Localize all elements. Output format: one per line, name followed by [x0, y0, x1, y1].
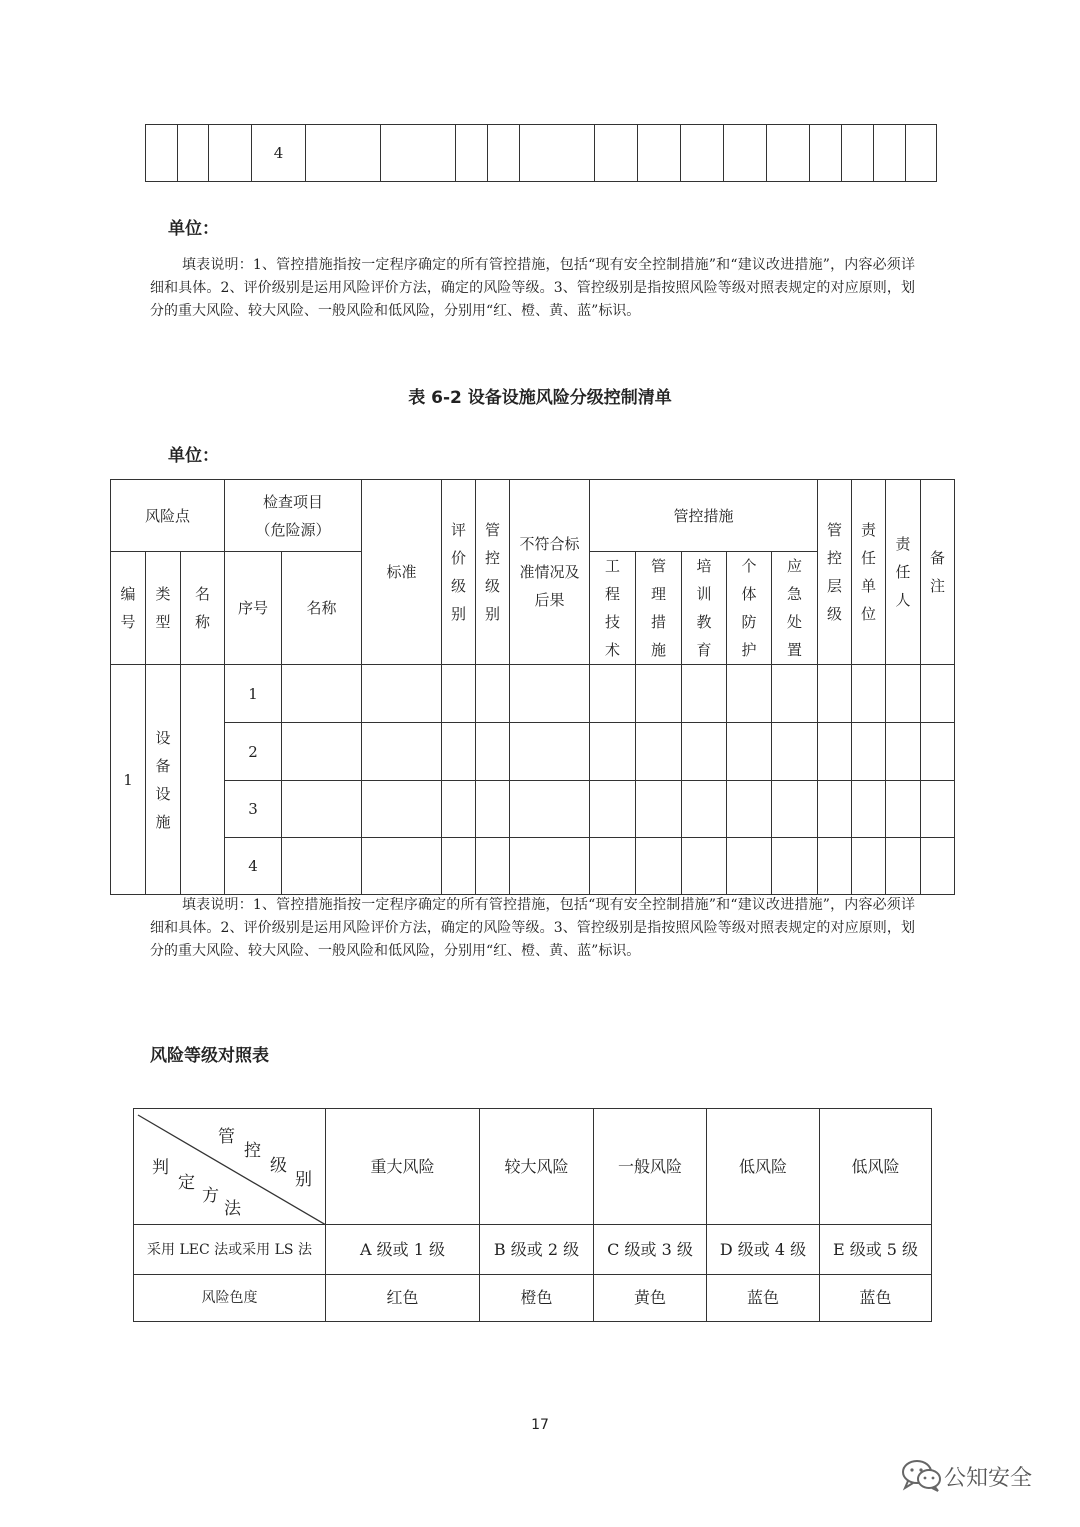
- header-responsible-unit: 责任单位: [852, 480, 886, 665]
- color-cell: 蓝色: [820, 1275, 932, 1322]
- table-row: [111, 781, 955, 838]
- header-control-tier: 管控层级: [818, 480, 852, 665]
- page-number: 17: [531, 1417, 549, 1433]
- header-control-measures: 管控措施: [590, 480, 818, 552]
- color-cell: 蓝色: [707, 1275, 820, 1322]
- level-cell: B 级或 2 级: [480, 1225, 594, 1275]
- level-cell: C 级或 3 级: [594, 1225, 707, 1275]
- table-row: [111, 665, 955, 723]
- unit-label-2: 单位：: [168, 446, 219, 466]
- corner-top-char: 级: [270, 1156, 287, 1176]
- header-low-risk: 低风险: [707, 1109, 820, 1225]
- row-sequence: 3: [225, 781, 282, 838]
- corner-top-char: 别: [295, 1170, 312, 1190]
- table2-title: 表 6-2 设备设施风险分级控制清单: [408, 388, 672, 408]
- fill-instructions-2: 填表说明：1、管控措施指按一定程序确定的所有管控措施，包括“现有安全控制措施”和“建议改进措施”，内容必须详细和具体。2、评价级别是运用风险评价方法，确定的风险等级。3、管控级别是指按照风险等级对照表规定的对应原则，划分的重大风险、较大风险、一般风险和低风险，分别用“红、橙、黄、蓝”标识。: [150, 897, 915, 959]
- corner-bottom-char: 法: [224, 1199, 241, 1219]
- color-label: 风险色度: [134, 1275, 326, 1322]
- equipment-risk-control-table: [110, 479, 955, 895]
- header-number: 编号: [111, 552, 146, 665]
- wechat-icon: [900, 1458, 944, 1492]
- level-cell: D 级或 4 级: [707, 1225, 820, 1275]
- header-emergency: 应急处置: [772, 552, 818, 665]
- corner-bottom-char: 定: [178, 1173, 195, 1193]
- header-nonconformity: 不符合标准情况及后果: [510, 480, 590, 665]
- header-item-name: 名称: [282, 552, 362, 665]
- header-type: 类型: [146, 552, 181, 665]
- color-cell: 黄色: [594, 1275, 707, 1322]
- row-sequence: 4: [225, 838, 282, 895]
- header-risk-point: 风险点: [111, 480, 225, 552]
- header-eval-level: 评价级别: [442, 480, 476, 665]
- level-cell: E 级或 5 级: [820, 1225, 932, 1275]
- header-low-risk: 低风险: [820, 1109, 932, 1225]
- table3-title: 风险等级对照表: [150, 1046, 269, 1066]
- top-table-continuation: [145, 124, 937, 182]
- watermark-text: 公知安全: [944, 1466, 1033, 1491]
- color-cell: 橙色: [480, 1275, 594, 1322]
- header-sequence: 序号: [225, 552, 282, 665]
- header-management: 管理措施: [636, 552, 682, 665]
- top-table-row-number: 4: [252, 125, 306, 182]
- header-responsible-person: 责任人: [886, 480, 921, 665]
- row-number: 1: [111, 665, 146, 895]
- corner-top-char: 管: [218, 1127, 235, 1147]
- fill-instructions-1: 填表说明：1、管控措施指按一定程序确定的所有管控措施，包括“现有安全控制措施”和“建议改进措施”，内容必须详细和具体。2、评价级别是运用风险评价方法，确定的风险等级。3、管控级别是指按照风险等级对照表规定的对应原则，划分的重大风险、较大风险、一般风险和低风险，分别用“红、橙、黄、蓝”标识。: [150, 257, 915, 319]
- risk-level-comparison-table: [133, 1108, 932, 1322]
- corner-top-char: 控: [244, 1141, 261, 1161]
- method-label: 采用 LEC 法或采用 LS 法: [134, 1225, 326, 1275]
- table-row: [111, 723, 955, 781]
- corner-bottom-char: 判: [152, 1158, 169, 1178]
- row-sequence: 2: [225, 723, 282, 781]
- header-name: 名称: [181, 552, 225, 665]
- header-check-item: 检查项目（危险源）: [225, 480, 362, 552]
- header-control-level: 管控级别: [476, 480, 510, 665]
- row-type: 设备设施: [146, 665, 181, 895]
- corner-bottom-char: 方: [202, 1186, 219, 1206]
- header-engineering: 工程技术: [590, 552, 636, 665]
- header-large-risk: 较大风险: [480, 1109, 594, 1225]
- header-personal-protection: 个体防护: [727, 552, 772, 665]
- header-major-risk: 重大风险: [326, 1109, 480, 1225]
- row-sequence: 1: [225, 665, 282, 723]
- level-cell: A 级或 1 级: [326, 1225, 480, 1275]
- header-standard: 标准: [362, 480, 442, 665]
- color-cell: 红色: [326, 1275, 480, 1322]
- header-training: 培训教育: [682, 552, 727, 665]
- header-remark: 备注: [921, 480, 955, 665]
- header-general-risk: 一般风险: [594, 1109, 707, 1225]
- table-row: [111, 838, 955, 895]
- unit-label-1: 单位：: [168, 219, 219, 239]
- corner-header-cell: [134, 1109, 326, 1225]
